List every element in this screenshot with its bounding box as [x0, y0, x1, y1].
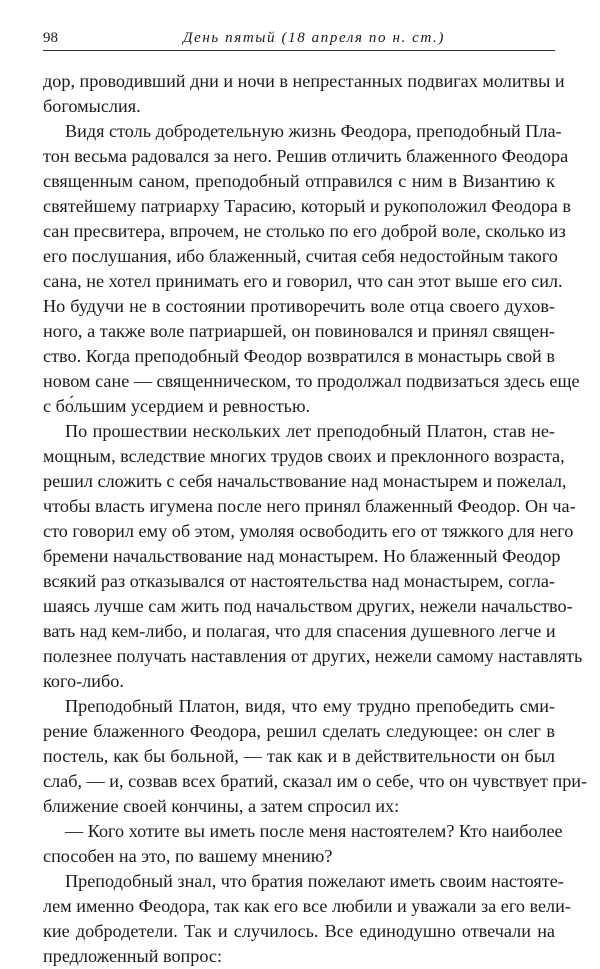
paragraph — [43, 69, 565, 119]
text-line: постель, как бы больной, — так как и в действительности он был — [43, 746, 555, 766]
text-line: священным саном, преподобный отправился с ним в Византию к — [43, 171, 555, 191]
text-line: вать над кем-либо, и полагая, что для спасения душевного легче и — [43, 621, 556, 641]
text-line: ближение своей кончины, а затем спросил их: — [43, 796, 400, 816]
text-line: тон весьма радовался за него. Решив отличить блаженного Феодора — [43, 146, 569, 166]
paragraph — [43, 694, 588, 819]
text-line: сан пресвитера, впрочем, не столько по его доброй воле, сколько из — [43, 221, 566, 241]
text-line: полезнее получать наставления от других, нежели самому наставлять — [43, 646, 583, 666]
text-line: Преподобный Платон, видя, что ему трудно препобедить сми- — [65, 696, 555, 716]
page-number: 98 — [43, 30, 58, 46]
text-line: решил сложить с себя начальствование над монастырем и пожелал, — [43, 471, 567, 491]
text-line: Но будучи не в состоянии противоречить воле отца своего духов- — [43, 296, 555, 316]
text-line: рение блаженного Феодора, решил сделать следующее: он слег в — [43, 721, 555, 741]
text-line: чтобы власть игумена после него принял блаженный Феодор. Он ча- — [43, 496, 576, 516]
text-line: сто говорил ему об этом, умоляя освободить его от тяжкого для него — [43, 521, 574, 541]
text-line: мощным, вследствие многих трудов своих и преклонного возраста, — [43, 446, 565, 466]
text-line: бремени начальствование над монастырем. Но блаженный Феодор — [43, 546, 561, 566]
book-page — [43, 28, 588, 969]
text-line: По прошествии нескольких лет преподобный Платон, став не- — [65, 421, 555, 441]
text-line: богомыслия. — [43, 96, 141, 116]
paragraph — [43, 869, 571, 969]
text-line: Видя столь добродетельную жизнь Феодора, преподобный Пла- — [65, 121, 562, 141]
text-line: — Кого хотите вы иметь после меня настоятелем? Кто наиболее — [65, 821, 563, 841]
body-text — [43, 69, 588, 969]
text-line: сана, не хотел принимать его и говорил, что сан этот выше его сил. — [43, 271, 563, 291]
text-line: его послушания, ибо блаженный, считая себя недостойным такого — [43, 246, 558, 266]
text-line: всякий раз отказывался от настоятельства над монастырем, согла- — [43, 571, 555, 591]
text-line: Преподобный знал, что братия пожелают иметь своим настояте- — [65, 871, 564, 891]
text-line: кие добродетели. Так и случилось. Все единодушно отвечали на — [43, 921, 555, 941]
text-line: кого-либо. — [43, 671, 124, 691]
text-line: лем именно Феодора, так как его все любили и уважали за его вели- — [43, 896, 571, 916]
paragraph — [43, 119, 580, 419]
paragraph — [43, 819, 563, 869]
text-line: ство. Когда преподобный Феодор возвратился в монастырь свой в — [43, 346, 555, 366]
text-line: с бо́льшим усердием и ревностью. — [43, 396, 311, 416]
text-line: шаясь лучше сам жить под начальством других, нежели начальство- — [43, 596, 573, 616]
text-line: предложенный вопрос: — [43, 946, 223, 966]
running-header — [43, 28, 555, 51]
text-line: святейшему патриарху Тарасию, который и рукоположил Феодора в — [43, 196, 571, 216]
paragraph — [43, 419, 583, 694]
text-line: дор, проводивший дни и ночи в непрестанных подвигах молитвы и — [43, 71, 565, 91]
running-title: День пятый (18 апреля по н. ст.) — [182, 30, 446, 46]
text-line: слаб, — и, созвав всех братий, сказал им о себе, что он чувствует при- — [43, 771, 588, 791]
text-line: новом сане — священническом, то продолжал подвизаться здесь еще — [43, 371, 580, 391]
text-line: способен на это, по вашему мнению? — [43, 846, 333, 866]
text-line: ного, а также воле патриаршей, он повиновался и принял священ- — [43, 321, 555, 341]
